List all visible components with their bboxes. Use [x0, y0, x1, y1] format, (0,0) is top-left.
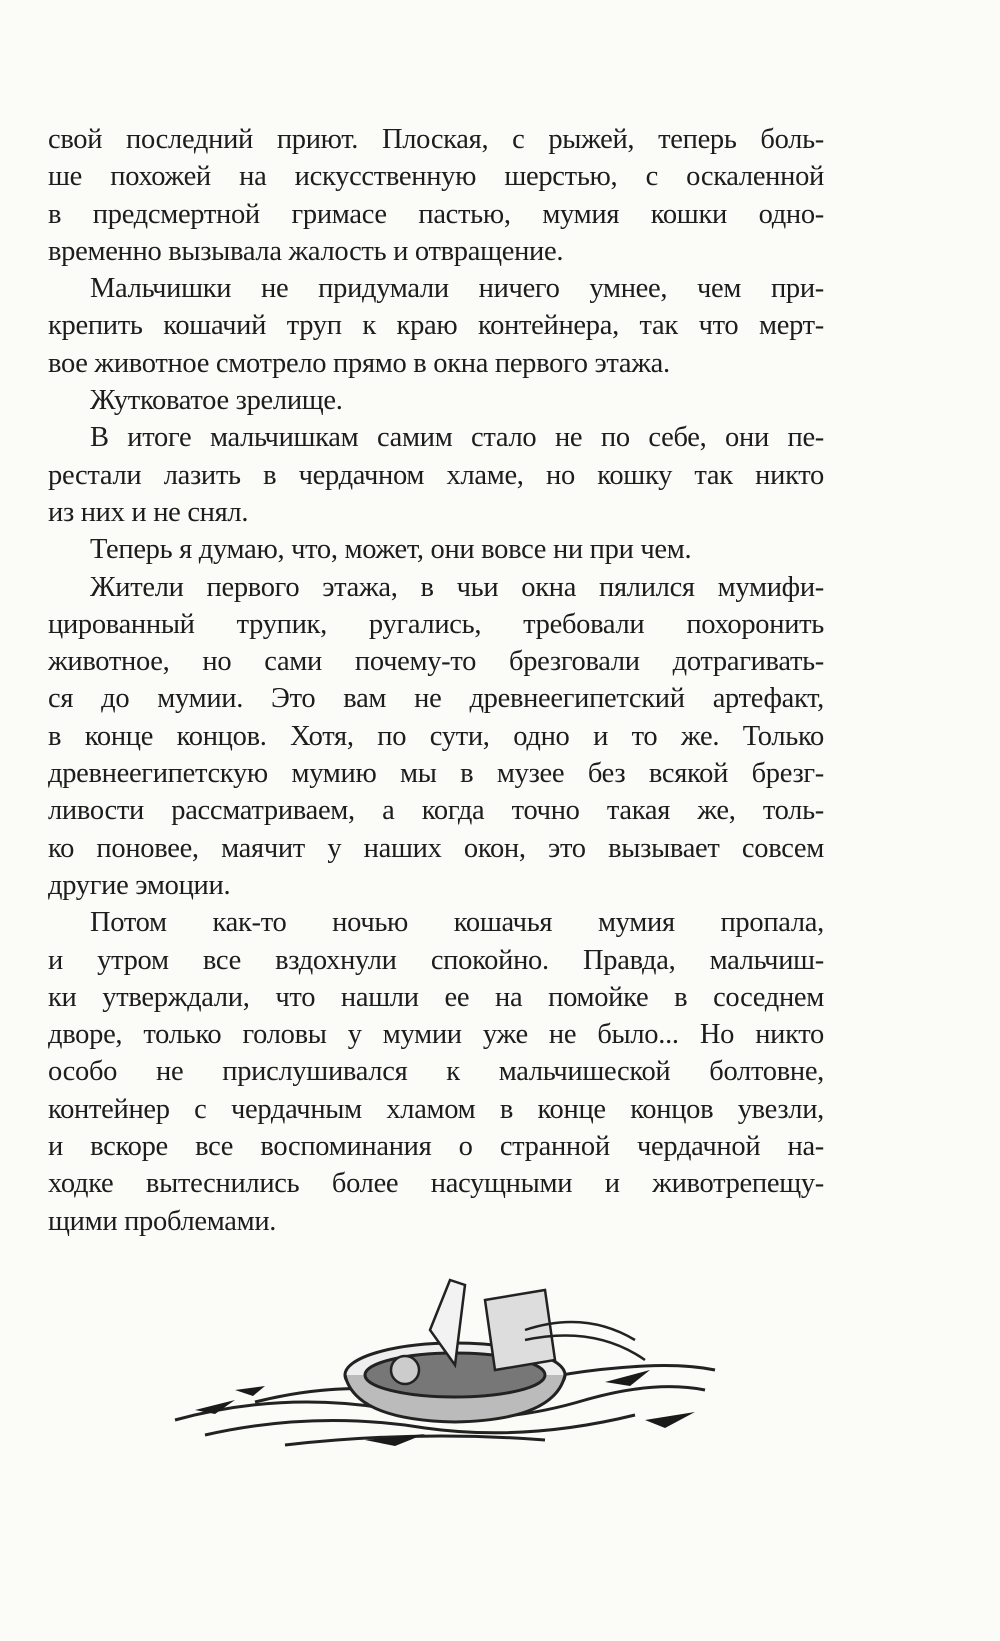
text-line: Теперь я думаю, что, может, они вовсе ни при чем. — [90, 534, 692, 566]
page-body-text — [48, 121, 824, 1240]
text-line: другие эмоции. — [48, 869, 231, 901]
text-line: из них и не снял. — [48, 496, 249, 528]
text-line: В итоге мальчишкам самим стало не по себе, они пе- — [90, 422, 824, 454]
text-line: древнеегипетскую мумию мы в музее без всякой брезг- — [48, 758, 824, 790]
text-line: цированный трупик, ругались, требовали похоронить — [48, 608, 824, 640]
text-line: Жители первого этажа, в чьи окна пялился мумифи- — [90, 571, 824, 603]
text-line: рестали лазить в чердачном хламе, но кошку так никто — [48, 459, 824, 491]
text-line: в конце концов. Хотя, по сути, одно и то же. Только — [48, 720, 824, 752]
text-line: ше похожей на искусственную шерстью, с оскаленной — [48, 161, 824, 193]
text-line: ко поновее, маячит у наших окон, это вызывает совсем — [48, 832, 824, 864]
text-line: крепить кошачий труп к краю контейнера, так что мерт- — [48, 310, 824, 342]
text-line: и вскоре все воспоминания о странной чердачной на- — [48, 1131, 824, 1163]
text-line: ки утверждали, что нашли ее на помойке в соседнем — [48, 981, 824, 1013]
text-line: животное, но сами почему-то брезговали дотрагивать- — [48, 646, 824, 678]
text-line: щими проблемами. — [48, 1205, 277, 1237]
text-line: вое животное смотрело прямо в окна первого этажа. — [48, 347, 670, 379]
text-line: ходке вытеснились более насущными и животрепещу- — [48, 1168, 824, 1200]
text-line: временно вызывала жалость и отвращение. — [48, 235, 564, 267]
text-line: дворе, только головы у мумии уже не было... Но никто — [48, 1019, 824, 1051]
text-line: Мальчишки не придумали ничего умнее, чем при- — [90, 273, 824, 305]
text-line: свой последний приют. Плоская, с рыжей, теперь боль- — [48, 124, 824, 155]
bowl-in-water-illustration — [165, 1270, 725, 1450]
text-line: в предсмертной гримасе пастью, мумия кошки одно- — [48, 198, 824, 230]
text-line: ся до мумии. Это вам не древнеегипетский артефакт, — [48, 683, 824, 715]
text-line: контейнер с чердачным хламом в конце концов увезли, — [48, 1093, 824, 1125]
text-line: Жутковатое зрелище. — [90, 385, 343, 417]
text-line: Потом как-то ночью кошачья мумия пропала, — [90, 907, 824, 939]
text-line: и утром все вздохнули спокойно. Правда, мальчиш- — [48, 944, 824, 976]
text-line: ливости рассматриваем, а когда точно такая же, толь- — [48, 795, 824, 827]
text-line: особо не прислушивался к мальчишеской болтовне, — [48, 1056, 824, 1088]
